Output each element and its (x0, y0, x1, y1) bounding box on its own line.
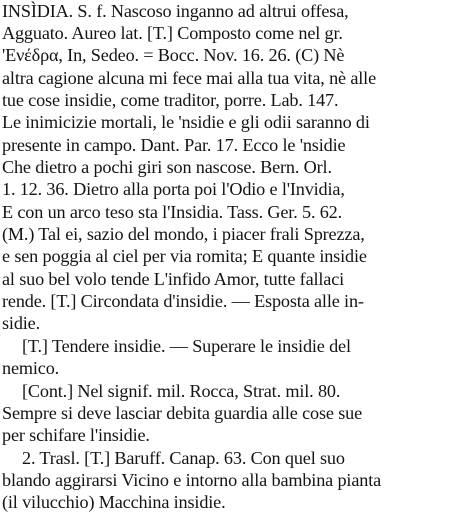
entry-line: nemico. (2, 358, 60, 378)
entry-line: rende. [T.] Circondata d'insidie. — Esposta alle in- (2, 291, 364, 311)
entry-line: blando aggirarsi Vicino e intorno alla bambina pianta (2, 470, 382, 490)
entry-line: al suo bel volo tende L'infido Amor, tutte fallaci (2, 269, 345, 289)
entry-line: [T.] Tendere insidie. — Superare le insidie del (22, 336, 351, 356)
entry-line: 1. 12. 36. Dietro alla porta poi l'Odio e l'Invidia, (2, 179, 345, 199)
entry-line: (M.) Tal ei, sazio del mondo, i piacer frali Sprezza, (2, 224, 365, 244)
entry-line: Agguato. Aureo lat. [T.] Composto come nel gr. (2, 23, 343, 43)
entry-line: presente in campo. Dant. Par. 17. Ecco le 'nsidie (2, 135, 346, 155)
entry-line: E con un arco teso sta l'Insidia. Tass. Ger. 5. 62. (2, 202, 343, 222)
entry-line: tue cose insidie, come traditor, porre. Lab. 147. (2, 90, 339, 110)
entry-line: Che dietro a pochi giri son nascose. Bern. Orl. (2, 157, 332, 177)
entry-line: 'Ενέδρα, In, Sedeo. = Bocc. Nov. 16. 26. (C) Nè (2, 45, 345, 65)
entry-line: (il vilucchio) Macchina insidie. (2, 492, 226, 512)
entry-line: INSÌDIA. S. f. Nascoso inganno ad altrui offesa, (2, 1, 349, 21)
entry-line: Sempre si deve lasciar debita guardia alle cose sue (2, 403, 362, 423)
entry-line: [Cont.] Nel signif. mil. Rocca, Strat. mil. 80. (22, 381, 341, 401)
entry-line: 2. Trasl. [T.] Baruff. Canap. 63. Con quel suo (22, 448, 345, 468)
entry-line: sidie. (2, 313, 40, 333)
entry-line: e sen poggia al ciel per via romita; E quante insidie (2, 246, 367, 266)
entry-line: per schifare l'insidie. (2, 425, 150, 445)
entry-line: altra cagione alcuna mi fece mai alla tua vita, nè alle (2, 68, 376, 88)
entry-line: Le inimicizie mortali, le 'nsidie e gli odii saranno di (2, 112, 370, 132)
